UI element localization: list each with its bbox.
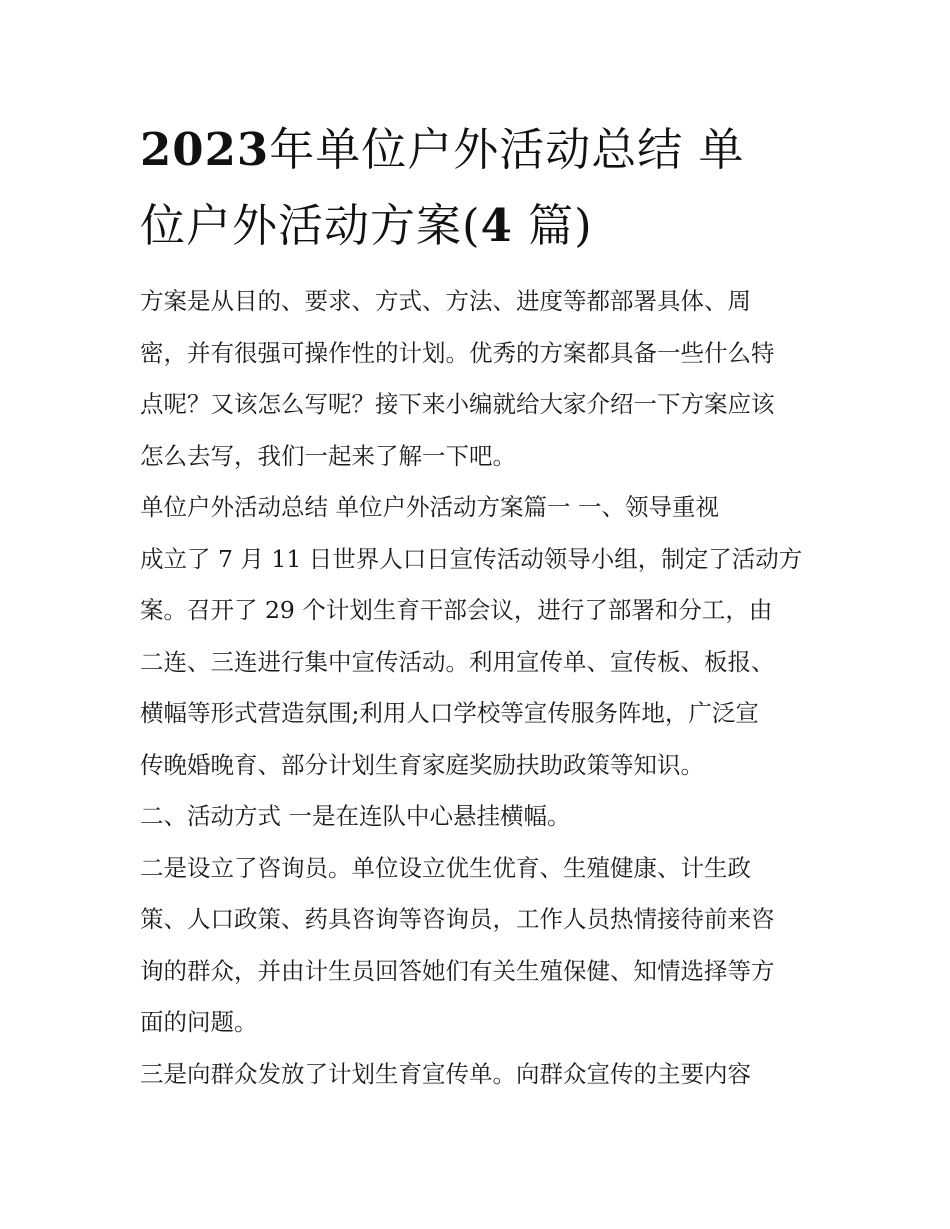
title-line-1: [140, 112, 820, 188]
body-line: 询的群众，并由计生员回答她们有关生殖保健、知情选择等方: [140, 956, 775, 985]
body-line: 三是向群众发放了计划生育宣传单。向群众宣传的主要内容: [140, 1059, 751, 1088]
body-line: 单位户外活动总结 单位户外活动方案篇一 一、领导重视: [140, 493, 719, 521]
body-line: 面的问题。: [140, 1008, 258, 1036]
body-line: 横幅等形式营造氛围;利用人口学校等宣传服务阵地，广泛宣: [140, 699, 759, 727]
body-line: 方案是从目的、要求、方式、方法、进度等都部署具体、周: [140, 287, 751, 315]
body-line: 二连、三连进行集中宣传活动。利用宣传单、宣传板、板报、: [140, 647, 775, 676]
title-line-1-text: 年单位户外活动总结 单: [269, 123, 745, 176]
title-count: 4: [480, 199, 513, 252]
body-line: 传晚婚晚育、部分计划生育家庭奖励扶助政策等知识。: [140, 750, 704, 779]
title-year: 2023: [140, 123, 270, 176]
body-line: 密，并有很强可操作性的计划。优秀的方案都具备一些什么特: [140, 338, 775, 367]
body-line: 策、人口政策、药具咨询等咨询员，工作人员热情接待前来咨: [140, 905, 775, 933]
title-line-2-text-b: 篇): [512, 199, 593, 252]
body-line: 成立了 7 月 11 日世界人口日宣传活动领导小组，制定了活动方: [140, 544, 803, 573]
title-line-2: [140, 188, 820, 264]
body-line: 点呢？又该怎么写呢？接下来小编就给大家介绍一下方案应该: [140, 390, 775, 418]
document-title: [140, 112, 820, 264]
body-line: 怎么去写，我们一起来了解一下吧。: [140, 441, 516, 470]
body-line: 二是设立了咨询员。单位设立优生优育、生殖健康、计生政: [140, 853, 751, 882]
document-body: [140, 276, 820, 1100]
body-line: 二、活动方式 一是在连队中心悬挂横幅。: [140, 802, 571, 830]
body-line: 案。召开了 29 个计划生育干部会议，进行了部署和分工，由: [140, 596, 773, 624]
title-line-2-text-a: 位户外活动方案(: [140, 199, 481, 252]
